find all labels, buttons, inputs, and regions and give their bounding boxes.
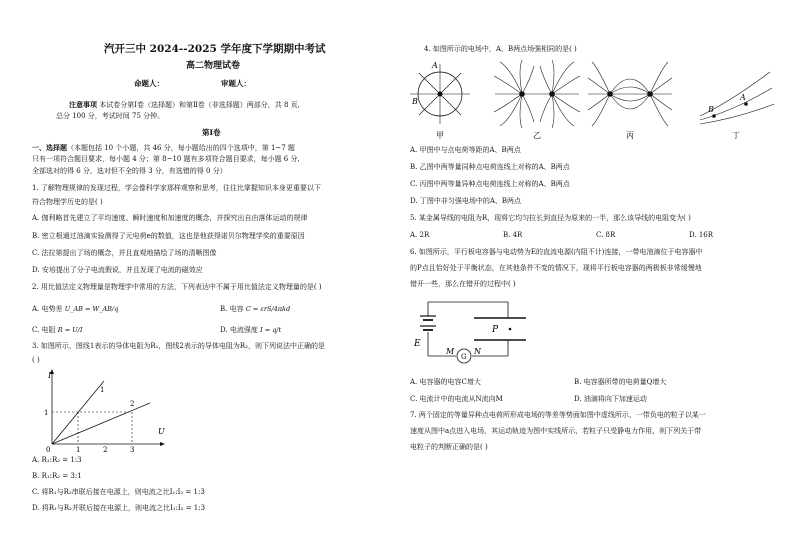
q6-option-d: D. 油滴将向下加速运动 [574, 395, 647, 403]
circuit-label-n: N [474, 347, 481, 356]
q2-option-c: C. 电阻 R = U/I [32, 326, 83, 334]
q7-line-1: 7. 两个固定的等量异种点电荷所形成电场的等差等势面如图中虚线所示，一带负电的粒子以某一 [410, 411, 706, 419]
q6-stem-2: 的P点且恰好处于平衡状态，在其他条件不变的情况下，现将平行板电容器的两极板非常缓慢地 [410, 264, 702, 272]
q1-stem-1: 1. 了解物理规律的发现过程，学会像科学家那样观察和思考，往往比掌握知识本身更重要以下 [32, 184, 321, 192]
q1-option-a: A. 伽利略首先建立了平均速度、瞬时速度和加速度的概念，并探究出自由落体运动的规律 [32, 214, 308, 222]
q2-formula-c: R = U/I [57, 326, 83, 334]
circuit-label-g: G [461, 353, 467, 361]
notice-line-2: 总分 100 分，考试时间 75 分钟。 [56, 112, 165, 120]
q6-option-a: A. 电容器的电容C增大 [410, 378, 481, 386]
section-line-3: 全部选对的得 6 分，选对但不全的得 3 分，有选错的得 0 分） [32, 167, 227, 175]
q6-option-c: C. 电流计中的电流从N流向M [410, 395, 503, 403]
circuit-label-e: E [414, 339, 421, 349]
figure-label-jia: 甲 [436, 131, 444, 140]
graph-x-label: U [158, 427, 165, 436]
notice-line-1: 注意事项 本试卷分第Ⅰ卷（选择题）和第Ⅱ卷（非选择题）两部分，共 8 页, [69, 100, 300, 109]
figure-yi [494, 60, 580, 128]
graph-tick-x-2: 2 [103, 446, 108, 454]
q4-option-b: B. 乙图中两等量同种点电荷连线上对称的A、B两点 [410, 163, 570, 171]
figure-jia [410, 61, 470, 124]
figure-label-yi: 乙 [533, 131, 541, 140]
q3-stem-2: ( ) [32, 356, 40, 364]
q5-option-c: C. 8R [596, 231, 616, 239]
q5-stem: 5. 某金属导线的电阻为R，现将它均匀拉长到直径为原来的一半，那么该导线的电阻变为( ) [410, 214, 691, 222]
q3-stem-1: 3. 如图所示，图线1表示的导体电阻为R₁，图线2表示的导体电阻为R₂，则下列说法中正确的是 [32, 342, 325, 350]
q1-option-d: D. 安培提出了分子电流假说，并且发现了电流的磁效应 [32, 266, 203, 274]
exam-title: 汽开三中 2024--2025 学年度下学期期中考试 [104, 43, 326, 55]
q3-option-d: D. 将R₁与R₂并联后接在电源上，则电流之比I₁:I₂ = 1:3 [32, 504, 206, 512]
q3-option-c: C. 将R₁与R₂串联后接在电源上，则电流之比I₁:I₂ = 1:3 [32, 488, 205, 496]
section-line-1: 一、选择题（本题包括 10 个小题，共 46 分，每小题给出的四个选项中，第 1~7 题 [32, 143, 295, 152]
q6-stem-1: 6. 如图所示，平行板电容器与电动势为E的直流电源(内阻不计)连接，一带电油滴位于电容器中 [410, 248, 703, 256]
circuit-label-p: P [492, 325, 499, 335]
graph-tick-x-1: 1 [76, 446, 81, 454]
exam-subtitle: 高二物理试卷 [186, 61, 241, 71]
graph-origin: 0 [46, 446, 51, 454]
q6-option-b: B. 电容器所带的电荷量Q增大 [574, 378, 667, 386]
q7-line-2: 速度从图中a点进入电场，其运动轨迹为图中实线所示，若粒子只受静电力作用，则下列关于带 [410, 427, 702, 435]
q2-formula-a: U_AB = W_AB/q [64, 305, 119, 313]
figure-label-ding: 丁 [732, 131, 740, 140]
q3-option-a: A. R₁:R₂ = 1:3 [32, 456, 82, 464]
reviewer-label: 审题人： [221, 79, 251, 88]
q5-option-d: D. 16R [689, 231, 713, 239]
notice-label: 注意事项 [69, 100, 97, 109]
q5-option-a: A. 2R [410, 231, 430, 239]
graph-tick-y-1: 1 [44, 409, 49, 417]
q2-formula-b: C = εrS/4πkd [245, 305, 291, 313]
graph-line-2-label: 2 [130, 400, 135, 408]
jia-point-b: B [412, 97, 418, 106]
q1-stem-2: 符合物理学历史的是( ) [32, 198, 103, 206]
q5-option-b: B. 4R [503, 231, 523, 239]
graph-tick-x-3: 3 [130, 446, 135, 454]
q4-option-d: D. 丁图中非匀强电场中的A、B两点 [410, 197, 522, 205]
graph-y-label: I [48, 371, 52, 380]
figure-bing [588, 62, 672, 126]
circuit-label-m: M [446, 347, 455, 356]
section-title: 第Ⅰ卷 [202, 128, 221, 137]
q2-option-b: B. 电容 C = εrS/4πkd [220, 305, 291, 313]
q4-option-a: A. 甲图中与点电荷等距的A、B两点 [410, 146, 521, 154]
q2-option-a: A. 电势差 U_AB = W_AB/q [32, 305, 119, 313]
q7-line-3: 电粒子的判断正确的是( ) [410, 443, 488, 451]
q1-option-b: B. 密立根通过油滴实验测得了元电荷e的数值，这也是他获得诺贝尔物理学奖的重要原因 [32, 232, 305, 240]
q2-stem: 2. 用比值法定义物理量是物理学中常用的方法，下列表达中不属于用比值法定义物理量的是( ) [32, 283, 322, 291]
ding-point-a: A [740, 93, 746, 102]
q6-stem-3: 错开一些，那么在错开的过程中( ) [410, 280, 516, 288]
q4-option-c: C. 丙图中两等量异种点电荷连线上对称的A、B两点 [410, 180, 570, 188]
ding-point-b: B [708, 105, 714, 114]
q2-formula-d: I = q/t [260, 326, 282, 334]
section-heading: 一、选择题 [32, 143, 67, 152]
q3-option-b: B. R₁:R₂ = 3:1 [32, 472, 82, 480]
q1-option-c: C. 法拉第提出了场的概念，并且直观地描绘了场的清晰图像 [32, 249, 217, 257]
figure-label-bing: 丙 [626, 131, 634, 140]
oil-drop-point [509, 328, 512, 331]
q6-circuit-diagram [410, 292, 540, 374]
graph-line-2 [52, 403, 150, 444]
graph-line-1 [52, 381, 104, 444]
q2-option-d: D. 电流强度 I = q/t [220, 326, 282, 334]
q3-iu-graph [32, 364, 172, 454]
figure-ding [700, 72, 774, 124]
graph-line-1-label: 1 [100, 386, 105, 394]
q4-field-figures [410, 58, 784, 140]
setter-label: 命题人： [134, 79, 164, 88]
q4-stem: 4. 如图所示的电场中，A、B两点场强相同的是( ) [424, 45, 577, 53]
section-line-2: 只有一项符合题目要求，每小题 4 分；第 8~10 题有多项符合题目要求，每小题 6 分, [32, 155, 300, 163]
jia-point-a: A [432, 61, 438, 70]
